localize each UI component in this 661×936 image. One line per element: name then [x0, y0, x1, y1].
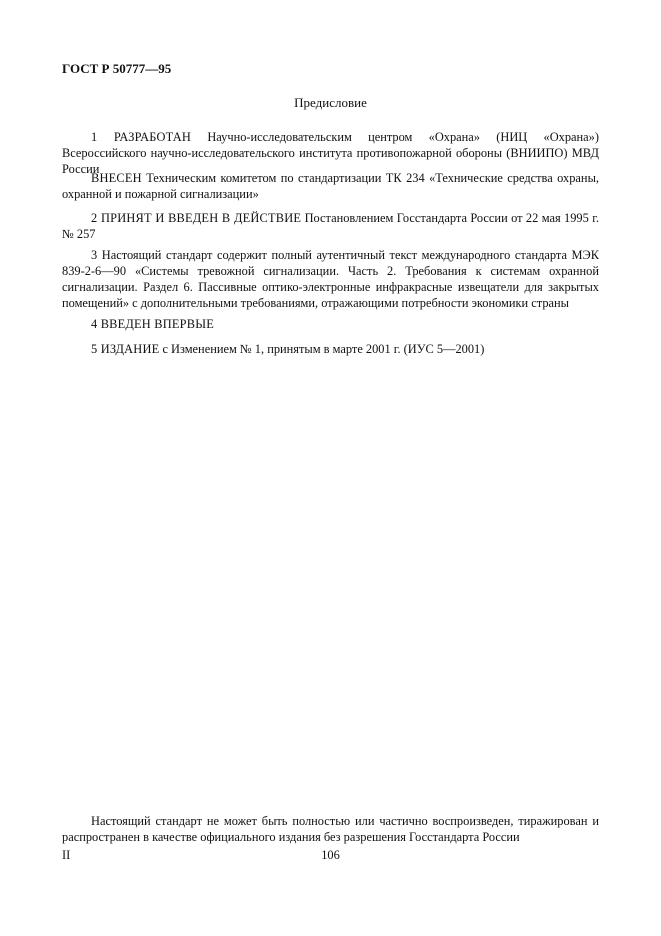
adopted-label: 2 ПРИНЯТ И ВВЕДЕН В ДЕЙСТВИЕ — [91, 211, 302, 225]
paragraph-submitted — [62, 170, 599, 202]
standard-code: ГОСТ Р 50777—95 — [62, 61, 172, 76]
adopted-text: Постановлением Госстандарта России от 22 мая 1995 г. № 257 — [62, 211, 599, 241]
submitted-text: Техническим комитетом по стандартизации ТК 234 «Технические средства охраны, охранной и пожарной сигнализации» — [62, 171, 599, 201]
edition-text: с Изменением № 1, принятым в марте 2001 г. (ИУС 5—2001) — [159, 342, 485, 356]
submitted-label: ВНЕСЕН — [91, 171, 142, 185]
first-introduced-label: 4 ВВЕДЕН ВПЕРВЫЕ — [91, 317, 214, 331]
paragraph-edition — [62, 341, 599, 357]
edition-label: 5 ИЗДАНИЕ — [91, 342, 160, 356]
paragraph-first-introduced — [62, 316, 599, 332]
page-title: Предисловие — [294, 95, 367, 110]
paragraph-adopted — [62, 210, 599, 242]
copyright-note: Настоящий стандарт не может быть полностью или частично воспроизведен, тиражирован и распространен в качестве официального издания без разрешения Госстандарта России — [62, 814, 599, 844]
roman-page-number: II — [62, 848, 71, 862]
developed-label: 1 РАЗРАБОТАН — [91, 130, 192, 144]
page-number: 106 — [321, 848, 340, 862]
paragraph-content: 3 Настоящий стандарт содержит полный аутентичный текст международного стандарта МЭК 839-2-6—90 «Системы тревожной сигнализации. Часть 2. Требования к системам охранной сигнализации. Раздел 6. Пассивные оптико-электронные инфракрасные извещатели для закрытых помещений» с дополнительными требованиями, отражающими потребности экономики страны — [62, 248, 599, 310]
developed-text: Научно-исследовательским центром «Охрана» (НИЦ «Охрана») Всероссийского научно-исследовательского института противопожарной обороны (ВНИИПО) МВД России — [62, 130, 599, 176]
